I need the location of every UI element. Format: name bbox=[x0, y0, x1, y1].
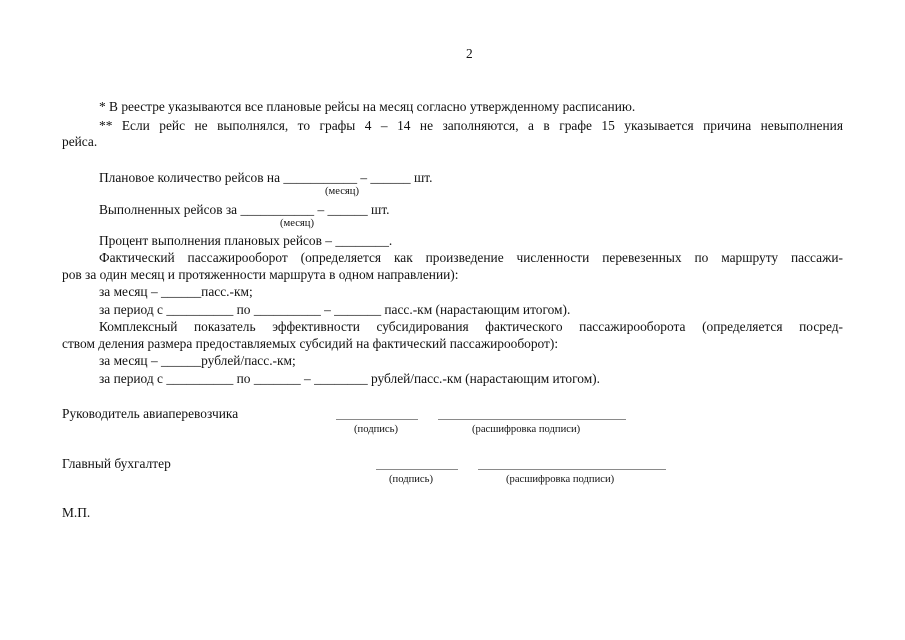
footnote-2-line-2: рейса. bbox=[62, 134, 98, 149]
stamp-label: М.П. bbox=[62, 505, 91, 520]
completed-flights-line: Выполненных рейсов за ___________ – ______ шт. bbox=[99, 202, 390, 217]
completed-month-caption: (месяц) bbox=[280, 218, 314, 229]
footnote-2-line-1: ** Если рейс не выполнялся, то графы 4 – 14 не заполняются, а в графе 15 указывается причина невыполнения bbox=[99, 118, 843, 133]
head-decode-caption: (расшифровка подписи) bbox=[472, 424, 581, 435]
turnover-line-2: ров за один месяц и протяженности маршрута в одном направлении): bbox=[62, 267, 459, 282]
turnover-period-line: за период с __________ по __________ – _______ пасс.-км (нарастающим итогом). bbox=[99, 302, 571, 317]
efficiency-period-line: за период с __________ по _______ – ________ рублей/пасс.-км (нарастающим итогом). bbox=[99, 371, 600, 386]
planned-month-caption: (месяц) bbox=[325, 186, 359, 197]
footnote-1: * В реестре указываются все плановые рейсы на месяц согласно утвержденному расписанию. bbox=[99, 99, 636, 114]
accountant-signature-caption: (подпись) bbox=[389, 474, 433, 485]
head-title: Руководитель авиаперевозчика bbox=[62, 406, 239, 421]
accountant-decode-line bbox=[478, 469, 666, 470]
accountant-decode-caption: (расшифровка подписи) bbox=[506, 474, 615, 485]
head-signature-caption: (подпись) bbox=[354, 424, 398, 435]
planned-flights-line: Плановое количество рейсов на ___________ – ______ шт. bbox=[99, 170, 433, 185]
efficiency-line-2: ством деления размера предоставляемых субсидий на фактический пассажирооборот): bbox=[62, 336, 559, 351]
head-signature-line bbox=[336, 419, 418, 420]
head-decode-line bbox=[438, 419, 626, 420]
efficiency-line-1: Комплексный показатель эффективности субсидирования фактического пассажирооборота (определяется посред- bbox=[99, 319, 843, 334]
accountant-signature-line bbox=[376, 469, 458, 470]
efficiency-month-line: за месяц – ______рублей/пасс.-км; bbox=[99, 353, 296, 368]
percent-line: Процент выполнения плановых рейсов – ________. bbox=[99, 233, 393, 248]
page-number: 2 bbox=[466, 46, 473, 61]
turnover-line-1: Фактический пассажирооборот (определяется как произведение численности перевезенных по маршруту пассажи- bbox=[99, 250, 843, 265]
turnover-month-line: за месяц – ______пасс.-км; bbox=[99, 284, 253, 299]
accountant-title: Главный бухгалтер bbox=[62, 456, 171, 471]
